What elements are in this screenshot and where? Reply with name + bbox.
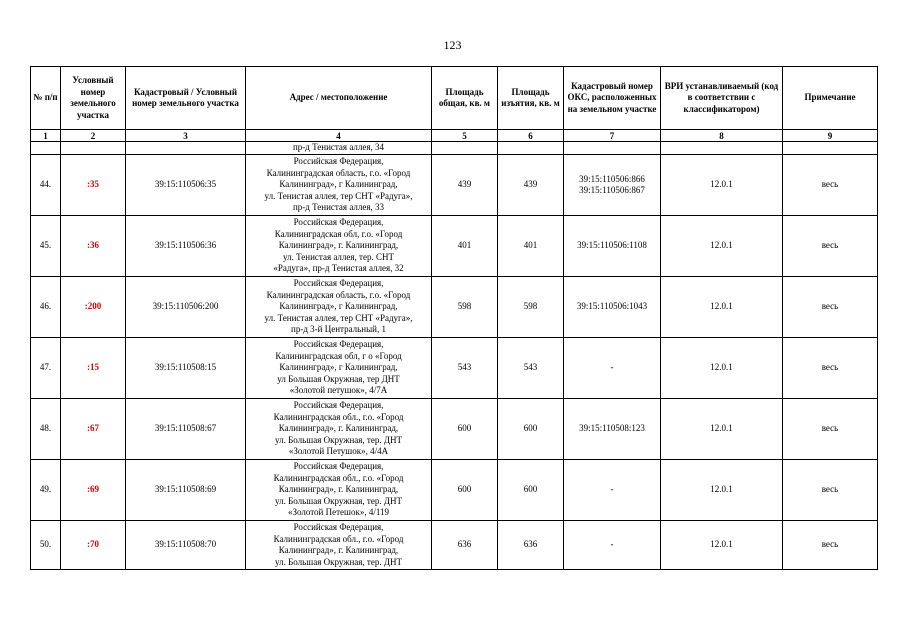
oks-number: 39:15:110506:1043 [576, 301, 648, 312]
short-id: :69 [61, 460, 126, 521]
cadastral-number: 39:15:110508:69 [126, 460, 246, 521]
short-id: :35 [61, 155, 126, 216]
address [246, 399, 432, 460]
short-id: :70 [61, 521, 126, 570]
address-line: Российская Федерация, [293, 156, 384, 167]
address [246, 521, 432, 570]
column-number: 9 [783, 130, 878, 142]
short-id: :15 [61, 338, 126, 399]
header-vri: ВРИ устанавливаемый (код в соответствии с классификатором) [661, 67, 783, 130]
address [246, 216, 432, 277]
vri-code: 12.0.1 [661, 399, 783, 460]
empty-cell [432, 142, 498, 155]
vri-code: 12.0.1 [661, 460, 783, 521]
address-line: «Золотой петушок», 4/7А [289, 385, 388, 396]
oks-number: 39:15:110506:867 [579, 185, 645, 195]
address-line: Российская Федерация, [293, 339, 384, 350]
cadastral-number: 39:15:110508:15 [126, 338, 246, 399]
header-short-id: Условный номер земельного участка [61, 67, 126, 130]
address-line: «Золотой Петешок», 4/119 [287, 507, 390, 518]
address-line: ул. Тенистая аллея, тер СНТ «Радуга», [264, 190, 413, 201]
oks-numbers [564, 216, 661, 277]
cadastral-number: 39:15:110506:35 [126, 155, 246, 216]
address-line: «Золотой Петушок», 4/4А [288, 446, 389, 457]
cadastral-number: 39:15:110508:70 [126, 521, 246, 570]
address-line: Калининградская обл., г.о. «Город [273, 533, 404, 544]
cadastral-number: 39:15:110506:200 [126, 277, 246, 338]
address-line: Калининград», г. Калининград, [278, 484, 399, 495]
address-line: Калининградская обл, г о «Город [275, 350, 402, 361]
note: весь [783, 277, 878, 338]
area-total: 439 [432, 155, 498, 216]
address-line: ул. Большая Окружная, тер. ДНТ [275, 495, 402, 506]
address-line: Калининград», г. Калининград, [278, 545, 399, 555]
address-line: Калининградская обл., г.о. «Город [273, 472, 404, 483]
table-row [31, 521, 878, 570]
area-seized: 401 [498, 216, 564, 277]
address-line: ул. Тенистая аллея, тер. СНТ [283, 251, 394, 262]
note: весь [783, 338, 878, 399]
address [246, 155, 432, 216]
address [246, 338, 432, 399]
address-line: Калининград», г Калининград, [279, 362, 398, 373]
note: весь [783, 521, 878, 570]
header-oks: Кадастровый номер ОКС, расположенных на земельном участке [564, 67, 661, 130]
header-address: Адрес / местоположение [246, 67, 432, 130]
address-line: Калининград», г Калининград, [279, 179, 398, 190]
area-total: 598 [432, 277, 498, 338]
empty-cell [564, 142, 661, 155]
area-total: 543 [432, 338, 498, 399]
short-id: :200 [61, 277, 126, 338]
area-seized: 598 [498, 277, 564, 338]
column-numbers-row [31, 130, 878, 142]
area-seized: 600 [498, 460, 564, 521]
address-line: Российская Федерация, [293, 278, 384, 289]
area-total: 600 [432, 399, 498, 460]
address-line: Российская Федерация, [293, 522, 384, 532]
area-total: 401 [432, 216, 498, 277]
empty-cell [61, 142, 126, 155]
page-number: 123 [443, 38, 462, 52]
oks-number: 39:15:110506:866 [579, 173, 645, 184]
address-line: Российская Федерация, [293, 217, 384, 228]
address-line: пр-д Тенистая аллея, 33 [292, 202, 385, 213]
continuation-address: пр-д Тенистая аллея, 34 [246, 142, 432, 155]
oks-numbers [564, 521, 661, 570]
oks-number: 39:15:110506:1108 [577, 240, 647, 251]
address [246, 277, 432, 338]
address [246, 460, 432, 521]
vri-code: 12.0.1 [661, 216, 783, 277]
cadastral-number: 39:15:110506:36 [126, 216, 246, 277]
oks-number: 39:15:110508:123 [579, 423, 645, 434]
address-line: Калининград», г. Калининград, [278, 423, 399, 434]
empty-cell [126, 142, 246, 155]
table-row [31, 277, 878, 338]
note: весь [783, 399, 878, 460]
empty-cell [498, 142, 564, 155]
vri-code: 12.0.1 [661, 521, 783, 570]
column-number: 6 [498, 130, 564, 142]
empty-cell [783, 142, 878, 155]
oks-number: - [610, 484, 614, 495]
address-line: Российская Федерация, [293, 400, 384, 411]
note: весь [783, 460, 878, 521]
column-number: 1 [31, 130, 61, 142]
row-number: 46. [31, 277, 61, 338]
address-line: ул. Тенистая аллея, тер СНТ «Радуга», [264, 312, 413, 323]
header-area-seized: Площадь изъятия, кв. м [498, 67, 564, 130]
address-line: Российская Федерация, [293, 461, 384, 472]
column-number: 7 [564, 130, 661, 142]
address-line: ул Большая Окружная, тер ДНТ [277, 373, 400, 384]
address-line: Калининградская обл, г.о. «Город [274, 228, 403, 239]
oks-numbers [564, 399, 661, 460]
address-line: Калининградская область, г.о. «Город [266, 167, 411, 178]
oks-number: - [610, 539, 614, 550]
address-line: Калининград», г Калининград, [279, 301, 398, 312]
row-number: 50. [31, 521, 61, 570]
area-seized: 439 [498, 155, 564, 216]
row-number: 47. [31, 338, 61, 399]
note: весь [783, 155, 878, 216]
area-total: 636 [432, 521, 498, 570]
address-line: Калининградская область, г.о. «Город [266, 289, 411, 300]
note: весь [783, 216, 878, 277]
area-seized: 636 [498, 521, 564, 570]
oks-numbers [564, 460, 661, 521]
address-line: Калининград», г. Калининград, [278, 240, 399, 251]
empty-cell [661, 142, 783, 155]
vri-code: 12.0.1 [661, 277, 783, 338]
short-id: :67 [61, 399, 126, 460]
land-plots-table [30, 66, 878, 570]
column-number: 2 [61, 130, 126, 142]
column-number: 4 [246, 130, 432, 142]
row-number: 45. [31, 216, 61, 277]
area-total: 600 [432, 460, 498, 521]
continuation-row [31, 142, 878, 155]
oks-numbers [564, 277, 661, 338]
area-seized: 600 [498, 399, 564, 460]
oks-numbers [564, 155, 661, 216]
address-line: «Радуга», пр-д Тенистая аллея, 32 [273, 263, 404, 274]
table-row [31, 155, 878, 216]
table-row [31, 399, 878, 460]
address-line: пр-д 3-й Центральный, 1 [291, 324, 386, 335]
header-cadastral: Кадастровый / Условный номер земельного участка [126, 67, 246, 130]
address-line: ул. Большая Окружная, тер. ДНТ [275, 434, 402, 445]
cadastral-number: 39:15:110508:67 [126, 399, 246, 460]
column-number: 5 [432, 130, 498, 142]
vri-code: 12.0.1 [661, 155, 783, 216]
row-number: 48. [31, 399, 61, 460]
table-row [31, 460, 878, 521]
row-number: 44. [31, 155, 61, 216]
short-id: :36 [61, 216, 126, 277]
row-number: 49. [31, 460, 61, 521]
empty-cell [31, 142, 61, 155]
header-number: № п/п [31, 67, 61, 130]
table-row [31, 216, 878, 277]
column-number: 8 [661, 130, 783, 142]
address-line: ул. Большая Окружная, тер. ДНТ [275, 556, 402, 567]
header-note: Примечание [783, 67, 878, 130]
oks-numbers [564, 338, 661, 399]
header-area-total: Площадь общая, кв. м [432, 67, 498, 130]
header-row [31, 67, 878, 130]
address-line: Калининградская обл., г.о. «Город [273, 411, 404, 422]
column-number: 3 [126, 130, 246, 142]
table-row [31, 338, 878, 399]
area-seized: 543 [498, 338, 564, 399]
vri-code: 12.0.1 [661, 338, 783, 399]
oks-number: - [610, 362, 614, 373]
